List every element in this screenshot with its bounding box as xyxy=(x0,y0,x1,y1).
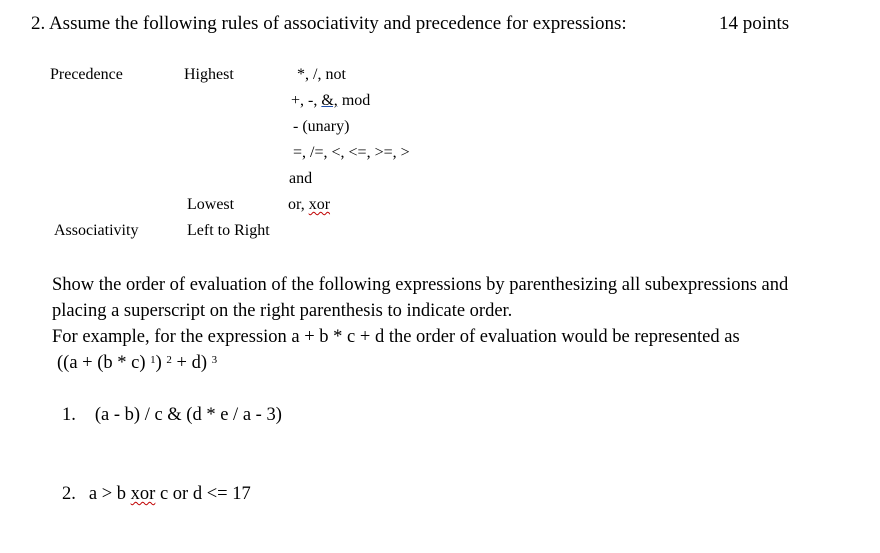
associativity-label: Associativity xyxy=(54,222,139,239)
question-prompt: Assume the following rules of associativity and precedence for expressions: xyxy=(48,13,627,34)
precedence-row-1: *, /, not xyxy=(297,66,346,83)
example-expression xyxy=(57,350,217,376)
precedence-row-6-part-a: or, xyxy=(288,196,309,213)
expression-item-2-part-a: a > b xyxy=(88,484,131,504)
order-superscript-3: 3 xyxy=(211,354,218,366)
highest-label: Highest xyxy=(184,66,234,83)
example-part-2: ) xyxy=(155,353,167,373)
expression-item-2-part-c: c or d <= 17 xyxy=(155,484,251,504)
precedence-row-2-part-a: +, -, xyxy=(291,92,322,109)
question-header xyxy=(31,13,627,35)
order-superscript-2: 2 xyxy=(166,354,172,366)
instructions-line-2: placing a superscript on the right parenthesis to indicate order. xyxy=(52,301,513,321)
precedence-row-2 xyxy=(291,92,370,110)
precedence-row-6 xyxy=(288,196,330,214)
expression-item-1-text: (a - b) / c & (d * e / a - 3) xyxy=(94,405,282,425)
xor-operator: xor xyxy=(308,196,331,213)
precedence-row-4: =, /=, <, <=, >=, > xyxy=(293,144,410,161)
lowest-label: Lowest xyxy=(187,196,235,213)
xor-keyword: xor xyxy=(130,484,156,504)
order-superscript-1: 1 xyxy=(150,354,156,366)
expression-item-2 xyxy=(62,481,251,507)
associativity-value: Left to Right xyxy=(187,222,270,239)
example-part-3: + d) xyxy=(171,353,212,373)
precedence-label: Precedence xyxy=(50,66,123,83)
question-number: 2. xyxy=(31,13,46,34)
precedence-row-3: - (unary) xyxy=(293,118,350,135)
expression-item-1-number: 1. xyxy=(62,405,76,425)
points-label: 14 points xyxy=(719,13,790,34)
expression-item-2-number: 2. xyxy=(62,484,76,504)
expression-item-1 xyxy=(62,402,282,428)
instructions-line-1: Show the order of evaluation of the following expressions by parenthesizing all subexpressions and xyxy=(52,275,789,295)
example-part-1: ((a + (b * c) xyxy=(57,353,151,373)
precedence-row-5: and xyxy=(289,170,313,187)
ampersand-operator: &, xyxy=(321,92,338,109)
precedence-row-2-part-c: mod xyxy=(337,92,371,109)
instructions-line-3: For example, for the expression a + b * c + d the order of evaluation would be represented as xyxy=(52,327,740,347)
